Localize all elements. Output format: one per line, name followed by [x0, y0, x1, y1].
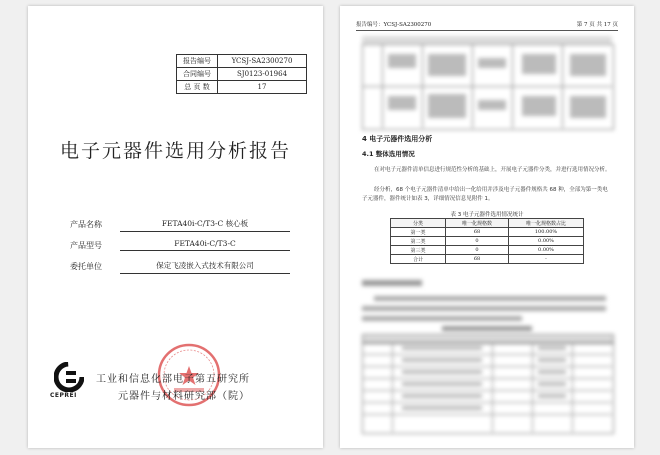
- info-value: SJ0123-01964: [218, 68, 307, 81]
- table-row: [177, 68, 307, 81]
- client-field: [70, 261, 254, 272]
- table-cell: 100.00%: [509, 228, 584, 237]
- info-value: 17: [218, 81, 307, 94]
- table-cell: 第三类: [391, 246, 446, 255]
- field-value: FETA40i-C/T3-C: [120, 239, 290, 251]
- table-cell: 68: [446, 228, 509, 237]
- table-caption: 表 3 电子元器件选用情况统计: [450, 212, 524, 218]
- paragraph: 在对电子元器件清单信息进行规范性分析的基础上，开展电子元器件分类，并进行选用情况分析。: [374, 167, 611, 173]
- product-name-field: [70, 219, 249, 230]
- paragraph: 经分析，68 个电子元器件清单中给出一化给用并涉及电子元器件规格共 68 种，全部为第一类电子元器件，器件统计如表 3，详细情况信息见附件 1。: [362, 187, 608, 202]
- field-value: FETA40i-C/T3-C 核心板: [120, 218, 290, 232]
- info-value: YCSJ-SA2300270: [218, 55, 307, 68]
- report-title: 电子元器件选用分析报告: [59, 140, 291, 162]
- field-label: 产品名称: [70, 220, 102, 229]
- org-department: 元器件与材料研究部（院）: [118, 391, 250, 402]
- selection-stats-table: [390, 218, 584, 264]
- cover-page: [28, 6, 323, 448]
- org-name: 工业和信息化部电子第五研究所: [96, 374, 250, 385]
- table-row: [391, 237, 584, 246]
- section-heading: 4 电子元器件选用分析: [362, 135, 433, 143]
- table-row: [391, 255, 584, 264]
- product-model-field: [70, 239, 236, 251]
- header-report-no: 报告编号：YCSJ-SA2300270: [356, 22, 432, 28]
- table-cell: 第一类: [391, 228, 446, 237]
- table-cell: -: [509, 255, 584, 264]
- table-cell: 第二类: [391, 237, 446, 246]
- table-row: [177, 55, 307, 68]
- field-label: 委托单位: [70, 262, 102, 271]
- info-key: 总 页 数: [177, 81, 218, 94]
- table-cell: 0: [446, 246, 509, 255]
- blurred-table-top: [362, 36, 612, 128]
- table-row: [391, 228, 584, 237]
- field-label: 产品型号: [70, 241, 102, 250]
- table-cell: 0: [446, 237, 509, 246]
- column-header: 唯一化规格数: [446, 219, 509, 228]
- subsection-heading: 4.1 整体选用情况: [362, 150, 415, 158]
- column-header: 分类: [391, 219, 446, 228]
- header-page-no: 第 7 页 共 17 页: [576, 22, 618, 28]
- page-header: [356, 20, 618, 31]
- table-row: [177, 81, 307, 94]
- table-cell: 0.00%: [509, 237, 584, 246]
- info-key: 合同编号: [177, 68, 218, 81]
- column-header: 唯一化规格数占比: [509, 219, 584, 228]
- info-key: 报告编号: [177, 55, 218, 68]
- table-cell: 合计: [391, 255, 446, 264]
- field-value: 保定飞凌嵌入式技术有限公司: [120, 260, 290, 274]
- ceprei-logo-icon: [54, 362, 84, 392]
- table-cell: 0.00%: [509, 246, 584, 255]
- report-info-table: [176, 54, 307, 94]
- inner-page: [340, 6, 634, 448]
- logo-text: CEPREI: [50, 392, 77, 399]
- blurred-section: [362, 278, 612, 438]
- table-row: [391, 246, 584, 255]
- table-cell: 68: [446, 255, 509, 264]
- table-header-row: [391, 219, 584, 228]
